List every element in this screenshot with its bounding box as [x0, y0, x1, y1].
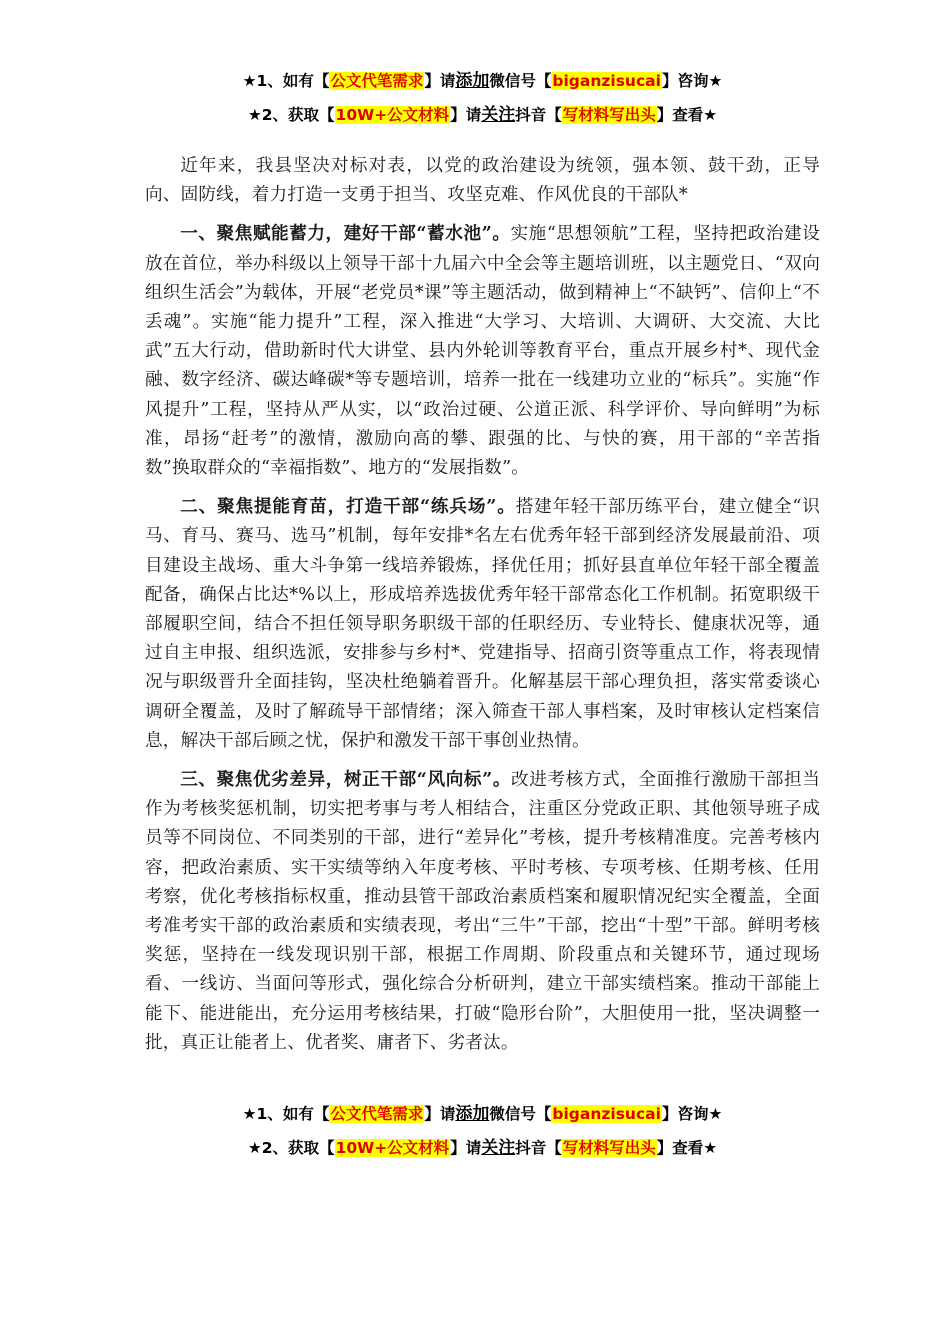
- promo-text: ★1、如有【: [242, 72, 330, 90]
- document-page: [145, 64, 820, 1165]
- promo-highlight: 10W+公文材料: [335, 1139, 450, 1158]
- promo-text: 微信号【: [489, 1105, 552, 1124]
- promo-text: 】咨询★: [661, 1105, 723, 1124]
- promo-text: 】请: [424, 72, 456, 90]
- section-heading: 三、聚焦优劣差异，树正干部“风向标”。: [180, 769, 512, 791]
- section-body: 改进考核方式，全面推行激励干部担当作为考核奖惩机制，切实把考事与考人相结合，注重区分党政正职、其他领导班子成员等不同岗位、不同类别的干部，进行“差异化”考核，提升考核精准度。完善考核内容，把政治素质、实干实绩等纳入年度考核、平时考核、专项考核、任期考核、任用考察，优化考核指标权重，推动县管干部政治素质档案和履职情况纪实全覆盖，全面考准考实干部的政治素质和实绩表现，考出“三牛”干部，挖出“十型”干部。鲜明考核奖惩，坚持在一线发现识别干部，根据工作周期、阶段重点和关键环节，通过现场看、一线访、当面问等形式，强化综合分析研判，建立干部实绩档案。推动干部能上能下、能进能出，充分运用考核结果，打破“隐形台阶”，大胆使用一批，坚决调整一批，真正让能者上、优者奖、庸者下、劣者汰。: [145, 770, 821, 1053]
- promo-highlight: 公文代笔需求: [330, 72, 424, 90]
- section-heading: 二、聚焦提能育苗，打造干部“练兵场”。: [180, 496, 516, 518]
- promo-text: 】请: [450, 106, 482, 124]
- promo-line-1: [145, 64, 820, 98]
- promo-text: 】查看★: [656, 1139, 718, 1158]
- promo-line-1: [145, 1097, 820, 1131]
- promo-text: 】请: [424, 1105, 456, 1124]
- promo-underlined: 关注: [481, 105, 516, 125]
- promo-text: 微信号【: [489, 72, 552, 90]
- promo-text: 】请: [450, 1139, 482, 1158]
- section-paragraph-2: [145, 492, 820, 756]
- section-body: 搭建年轻干部历练平台，建立健全“识马、育马、赛马、选马”机制，每年安排*名左右优秀年轻干部到经济发展最前沿、项目建设主战场、重大斗争第一线培养锻炼，择优任用；抓好县直单位年轻干部全覆盖配备，确保占比达*%以上，形成培养选拔优秀年轻干部常态化工作机制。拓宽职级干部履职空间，结合不担任领导职务职级干部的任职经历、专业特长、健康状况等，通过自主申报、组织选派，安排参与乡村*、党建指导、招商引资等重点工作，将表现情况与职级晋升全面挂钩，坚决杜绝躺着晋升。化解基层干部心理负担，落实常委谈心调研全覆盖，及时了解疏导干部情绪；深入筛查干部人事档案，及时审核认定档案信息，解决干部后顾之忧，保护和激发干部干事创业热情。: [145, 497, 820, 751]
- promo-text: ★2、获取【: [247, 1139, 335, 1158]
- promo-footer: [145, 1097, 820, 1165]
- promo-highlight: 公文代笔需求: [330, 1105, 424, 1124]
- section-paragraph-1: [145, 219, 820, 483]
- promo-text: ★2、获取【: [247, 106, 335, 124]
- promo-line-2: [145, 98, 820, 132]
- promo-text: 抖音【: [515, 1139, 562, 1158]
- promo-highlight-douyin: 写材料写出头: [562, 1139, 656, 1158]
- promo-underlined: 添加: [455, 71, 490, 91]
- promo-highlight: 10W+公文材料: [335, 106, 450, 124]
- promo-text: 】查看★: [656, 106, 718, 124]
- promo-text: 抖音【: [515, 106, 562, 124]
- promo-underlined: 添加: [455, 1104, 490, 1125]
- promo-text: ★1、如有【: [242, 1105, 330, 1124]
- intro-paragraph: 近年来，我县坚决对标对表，以党的政治建设为统领，强本领、鼓干劲，正导向、固防线，着力打造一支勇于担当、攻坚克难、作风优良的干部队*: [145, 156, 820, 206]
- promo-text: 】咨询★: [661, 72, 723, 90]
- promo-line-2: [145, 1131, 820, 1165]
- section-body: 实施“思想领航”工程，坚持把政治建设放在首位，举办科级以上领导干部十九届六中全会等主题培训班，以主题党日、“双向组织生活会”为载体，开展“老党员*课”等主题活动，做到精神上“不缺钙”、信仰上“不丢魂”。实施“能力提升”工程，深入推进“大学习、大培训、大调研、大交流、大比武”五大行动，借助新时代大讲堂、县内外轮训等教育平台，重点开展乡村*、现代金融、数字经济、碳达峰碳*等专题培训，培养一批在一线建功立业的“标兵”。实施“作风提升”工程，坚持从严从实，以“政治过硬、公道正派、科学评价、导向鲜明”为标准，昂扬“赶考”的激情，激励向高的攀、跟强的比、与快的赛，用干部的“辛苦指数”换取群众的“幸福指数”、地方的“发展指数”。: [145, 224, 821, 479]
- promo-highlight-wechat: biganzisucai: [552, 1105, 661, 1124]
- promo-header: [145, 64, 820, 132]
- promo-highlight-wechat: biganzisucai: [552, 72, 661, 90]
- promo-underlined: 关注: [481, 1138, 516, 1159]
- promo-highlight-douyin: 写材料写出头: [562, 106, 656, 124]
- section-heading: 一、聚焦赋能蓄力，建好干部“蓄水池”。: [180, 223, 511, 245]
- section-paragraph-3: [145, 765, 820, 1058]
